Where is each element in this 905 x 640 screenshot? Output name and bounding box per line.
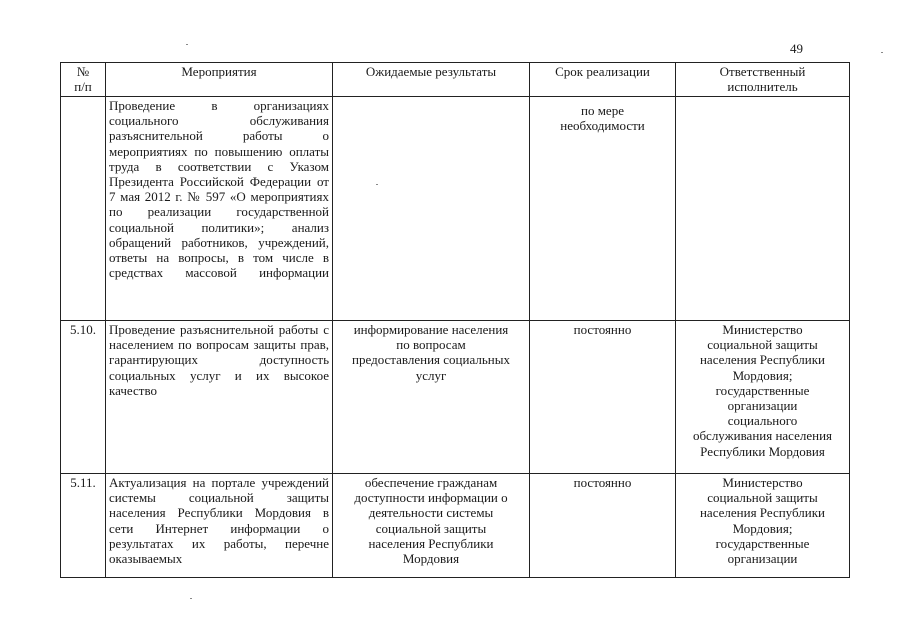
row-activity: Актуализация на портале учреждений системы социальной защиты населения Республики Мордовия в сети Интернет информации о результатах их работы, перечне оказываемых <box>106 474 333 578</box>
row-number <box>61 97 106 321</box>
table-row <box>61 97 850 321</box>
row-number: 5.11. <box>61 474 106 578</box>
row-deadline: постоянно <box>530 474 676 578</box>
table-header-row <box>61 63 850 97</box>
scan-speck <box>376 184 378 185</box>
scan-speck <box>881 52 883 53</box>
page-number: 49 <box>790 41 803 56</box>
table-row <box>61 474 850 578</box>
row-results <box>333 97 530 321</box>
row-results: информирование населения по вопросам предоставления социальных услуг <box>333 321 530 474</box>
row-results: обеспечение гражданам доступности информации о деятельности системы социальной защиты населения Республики Мордовия <box>333 474 530 578</box>
scan-speck <box>190 598 192 599</box>
header-deadline: Срок реализации <box>530 63 676 97</box>
row-executor: Министерство социальной защиты населения Республики Мордовия; государственные организации социального обслуживания населения Республики Мордовия <box>676 321 850 474</box>
row-deadline: по мере необходимости <box>530 97 676 321</box>
scan-speck <box>186 44 188 45</box>
row-number: 5.10. <box>61 321 106 474</box>
row-deadline: постоянно <box>530 321 676 474</box>
row-executor: Министерство социальной защиты населения Республики Мордовия; государственные организации <box>676 474 850 578</box>
header-activity: Мероприятия <box>106 63 333 97</box>
header-executor: Ответственный исполнитель <box>676 63 850 97</box>
header-number: № п/п <box>61 63 106 97</box>
header-results: Ожидаемые результаты <box>333 63 530 97</box>
row-activity: Проведение разъяснительной работы с населением по вопросам защиты прав, гарантирующих доступность социальных услуг и их высокое качество <box>106 321 333 474</box>
row-activity: Проведение в организациях социального обслуживания разъяснительной работы о мероприятиях по повышению оплаты труда в соответствии с Указом Президента Российской Федерации от 7 мая 2012 г. № 597 «О мероприятиях по реализации государственной социальной политики»; анализ обращений работников, учреждений, ответы на вопросы, в том числе в средствах массовой информации <box>106 97 333 321</box>
measures-table <box>60 62 850 578</box>
row-executor <box>676 97 850 321</box>
table-row <box>61 321 850 474</box>
